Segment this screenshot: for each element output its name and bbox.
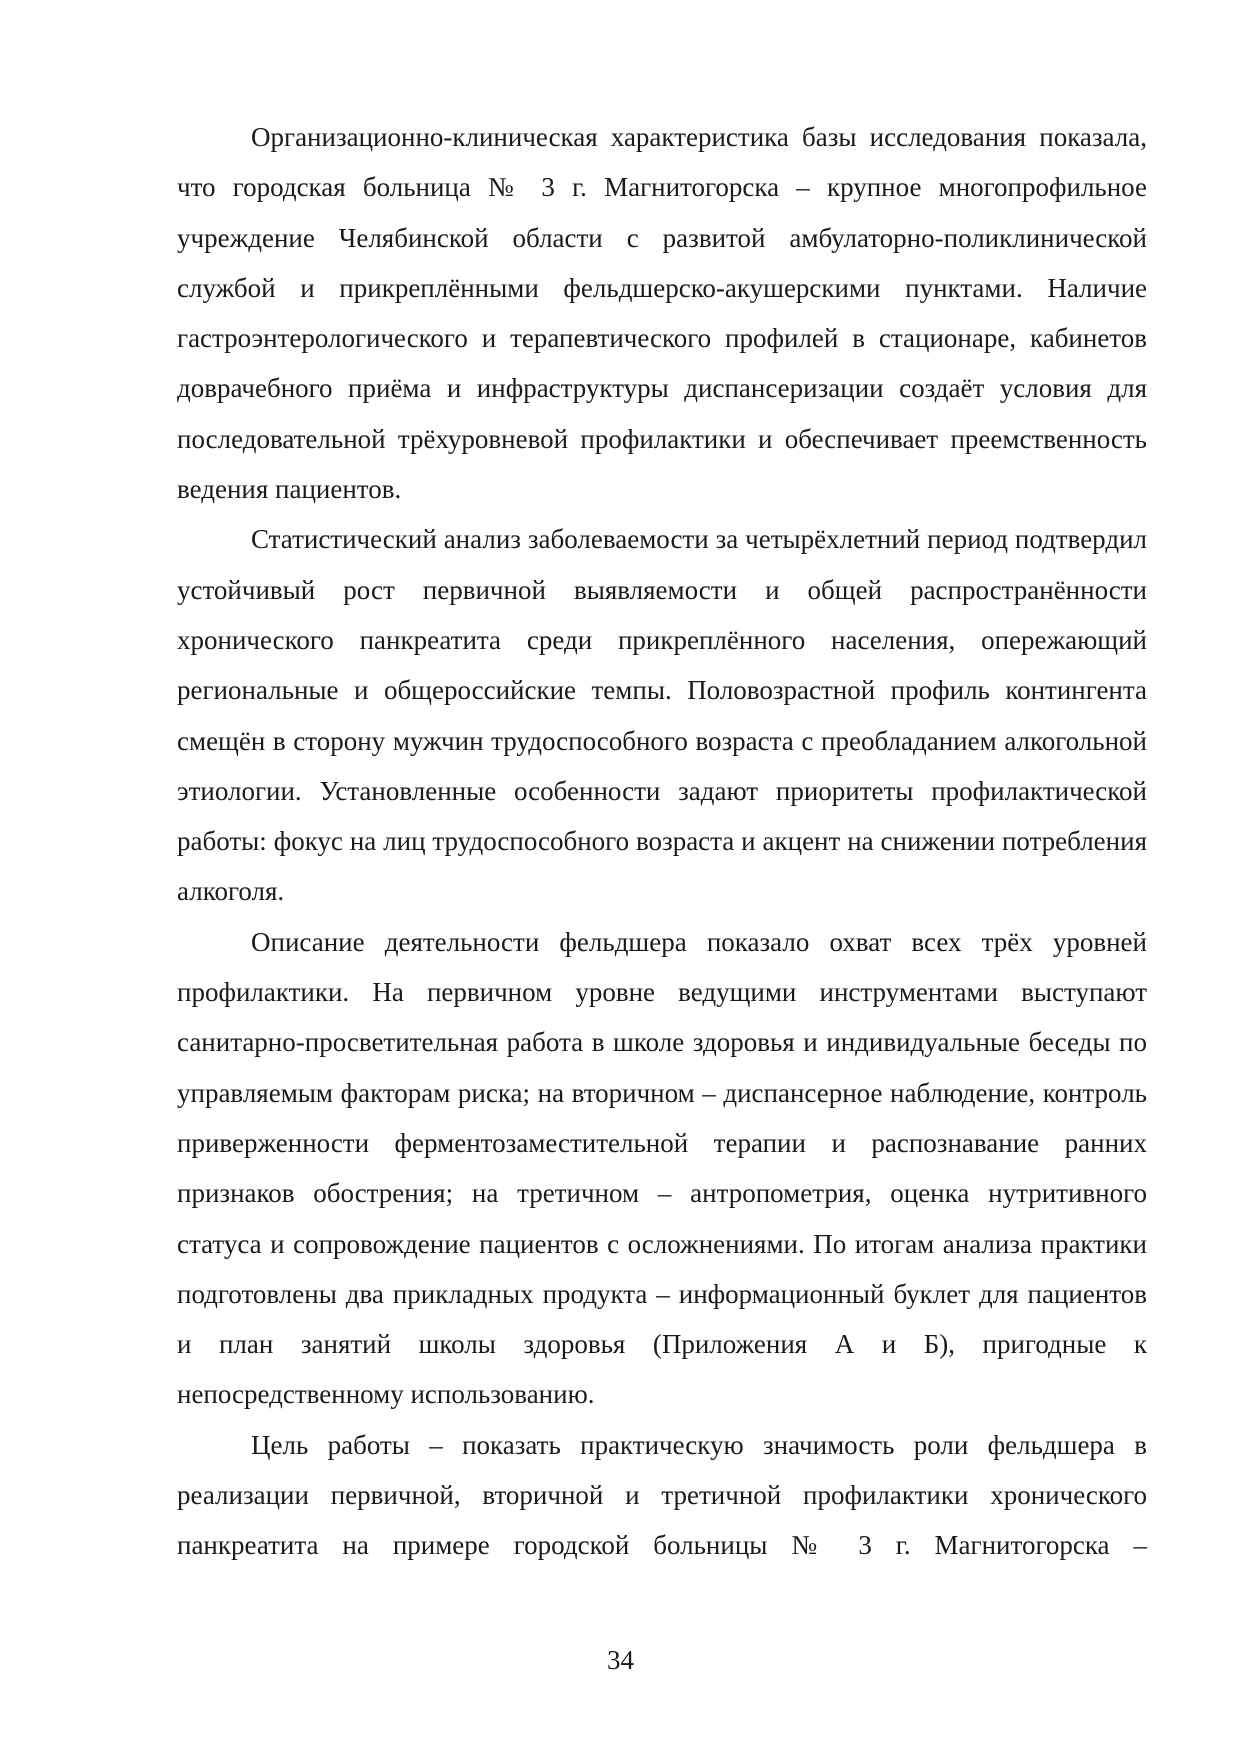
paragraph-1: Организационно-клиническая характеристика базы исследования показала, что городская больница № 3 г. Магнитогорска – крупное многопрофильное учреждение Челябинской области с развитой амбулаторно-поликлинической службой и прикреплёнными фельдшерско-акушерскими пунктами. Наличие гастроэнтерологического и терапевтического профилей в стационаре, кабинетов доврачебного приёма и инфраструктуры диспансеризации создаёт условия для последовательной трёхуровневой профилактики и обеспечивает преемственность ведения пациентов. [177, 122, 1147, 505]
page-number: 34 [607, 1645, 634, 1675]
paragraph-3: Описание деятельности фельдшера показало охват всех трёх уровней профилактики. На первичном уровне ведущими инструментами выступают санитарно-просветительная работа в школе здоровья и индивидуальные беседы по управляемым факторам риска; на вторичном – диспансерное наблюдение, контроль приверженности ферментозаместительной терапии и распознавание ранних признаков обострения; на третичном – антропометрия, оценка нутритивного статуса и сопровождение пациентов с осложнениями. По итогам анализа практики подготовлены два прикладных продукта – информационный буклет для пациентов и план занятий школы здоровья (Приложения А и Б), пригодные к непосредственному использованию. [177, 926, 1147, 1410]
body-text [177, 112, 1147, 1571]
paragraph-2: Статистический анализ заболеваемости за четырёхлетний период подтвердил устойчивый рост первичной выявляемости и общей распространённости хронического панкреатита среди прикреплённого населения, опережающий региональные и общероссийские темпы. Половозрастной профиль контингента смещён в сторону мужчин трудоспособного возраста с преобладанием алкогольной этиологии. Установленные особенности задают приоритеты профилактической работы: фокус на лиц трудоспособного возраста и акцент на снижении потребления алкоголя. [177, 524, 1147, 907]
paragraph-4: Цель работы – показать практическую значимость роли фельдшера в реализации первичной, вторичной и третичной профилактики хронического панкреатита на примере городской больницы № 3 г. Магнитогорска – [177, 1429, 1147, 1561]
